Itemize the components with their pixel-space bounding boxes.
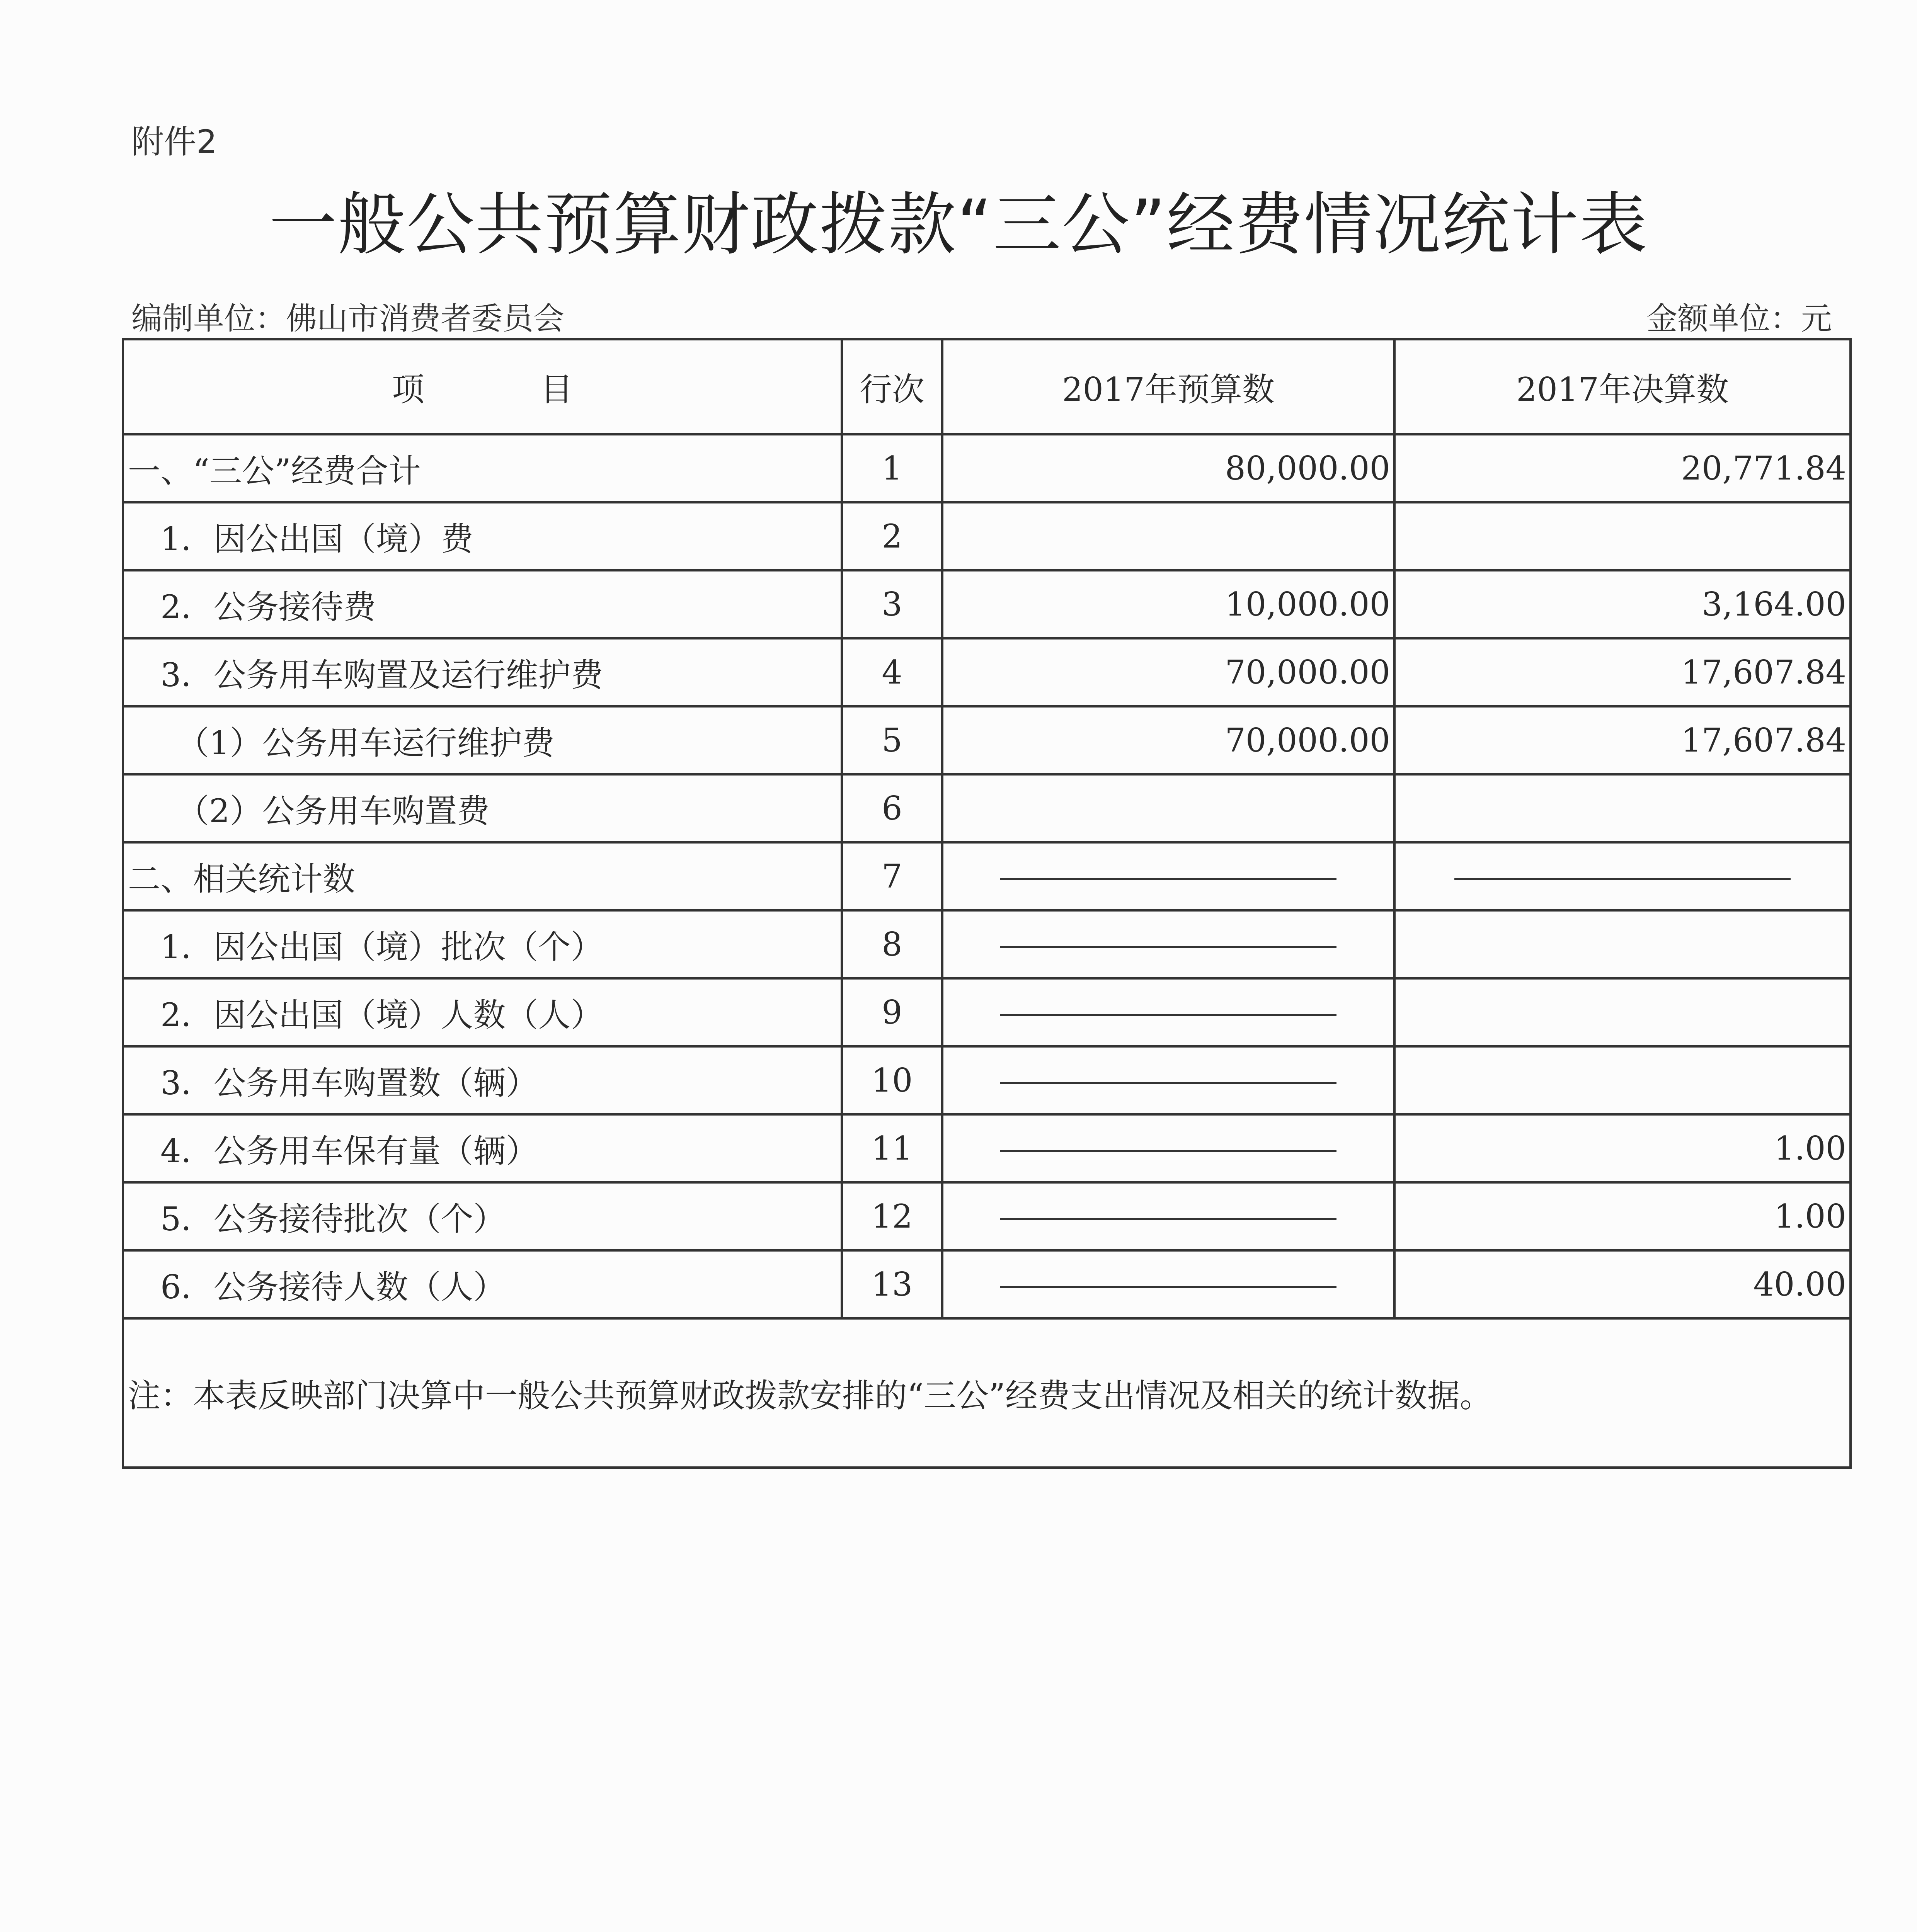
row-number: 11 xyxy=(842,1114,942,1182)
table-row xyxy=(123,502,1851,570)
table-note: 注：本表反映部门决算中一般公共预算财政拨款安排的“三公”经费支出情况及相关的统计数据。 xyxy=(123,1318,1851,1468)
compiler-label: 编制单位：佛山市消费者委员会 xyxy=(131,301,564,337)
row-item: 1．因公出国（境）批次（个） xyxy=(123,910,842,978)
row-number: 7 xyxy=(842,842,942,910)
row-budget-na xyxy=(942,978,1394,1046)
row-item: 4．公务用车保有量（辆） xyxy=(123,1114,842,1182)
header-item-a: 项 xyxy=(392,370,424,408)
row-item: （1）公务用车运行维护费 xyxy=(123,706,842,774)
row-item: 2．公务接待费 xyxy=(123,570,842,638)
table-row xyxy=(123,978,1851,1046)
row-final: 17,607.84 xyxy=(1394,706,1851,774)
row-number: 5 xyxy=(842,706,942,774)
not-applicable-line xyxy=(1000,878,1336,880)
not-applicable-line xyxy=(1000,1014,1336,1016)
row-number: 6 xyxy=(842,774,942,842)
row-final: 3,164.00 xyxy=(1394,570,1851,638)
row-final: 20,771.84 xyxy=(1394,434,1851,502)
row-final: 1.00 xyxy=(1394,1114,1851,1182)
row-number: 2 xyxy=(842,502,942,570)
row-final: 1.00 xyxy=(1394,1182,1851,1250)
row-final: 40.00 xyxy=(1394,1250,1851,1318)
expense-table xyxy=(122,338,1852,1469)
row-item: （2）公务用车购置费 xyxy=(123,774,842,842)
row-final-na xyxy=(1394,842,1851,910)
row-budget xyxy=(942,774,1394,842)
row-final xyxy=(1394,978,1851,1046)
row-final: 17,607.84 xyxy=(1394,638,1851,706)
row-budget-na xyxy=(942,842,1394,910)
row-item: 1．因公出国（境）费 xyxy=(123,502,842,570)
row-budget-na xyxy=(942,910,1394,978)
row-budget-na xyxy=(942,1046,1394,1114)
table-row xyxy=(123,842,1851,910)
row-number: 10 xyxy=(842,1046,942,1114)
table-row xyxy=(123,774,1851,842)
row-item: 2．因公出国（境）人数（人） xyxy=(123,978,842,1046)
header-item-b: 目 xyxy=(540,370,573,408)
row-final xyxy=(1394,910,1851,978)
row-item: 3．公务用车购置数（辆） xyxy=(123,1046,842,1114)
not-applicable-line xyxy=(1000,1286,1336,1288)
not-applicable-line xyxy=(1000,1218,1336,1220)
not-applicable-line xyxy=(1454,878,1791,880)
row-budget: 10,000.00 xyxy=(942,570,1394,638)
header-budget: 2017年预算数 xyxy=(942,339,1394,434)
table-row xyxy=(123,1182,1851,1250)
table-row xyxy=(123,706,1851,774)
row-number: 13 xyxy=(842,1250,942,1318)
table-row xyxy=(123,570,1851,638)
row-number: 1 xyxy=(842,434,942,502)
row-number: 4 xyxy=(842,638,942,706)
row-budget-na xyxy=(942,1250,1394,1318)
not-applicable-line xyxy=(1000,946,1336,948)
table-row xyxy=(123,1114,1851,1182)
header-final: 2017年决算数 xyxy=(1394,339,1851,434)
row-budget-na xyxy=(942,1182,1394,1250)
row-item: 二、相关统计数 xyxy=(123,842,842,910)
attachment-label: 附件2 xyxy=(131,123,217,161)
row-budget xyxy=(942,502,1394,570)
table-row xyxy=(123,1250,1851,1318)
row-number: 9 xyxy=(842,978,942,1046)
row-item: 5．公务接待批次（个） xyxy=(123,1182,842,1250)
note-row xyxy=(123,1318,1851,1468)
header-item xyxy=(123,339,842,434)
not-applicable-line xyxy=(1000,1082,1336,1084)
row-budget: 70,000.00 xyxy=(942,638,1394,706)
page-title: 一般公共预算财政拨款“三公”经费情况统计表 xyxy=(269,185,1648,264)
row-number: 8 xyxy=(842,910,942,978)
row-budget: 80,000.00 xyxy=(942,434,1394,502)
row-number: 3 xyxy=(842,570,942,638)
unit-label: 金额单位：元 xyxy=(1646,301,1832,337)
row-budget-na xyxy=(942,1114,1394,1182)
table-row xyxy=(123,1046,1851,1114)
row-final xyxy=(1394,502,1851,570)
table-row xyxy=(123,434,1851,502)
row-number: 12 xyxy=(842,1182,942,1250)
row-item: 6．公务接待人数（人） xyxy=(123,1250,842,1318)
not-applicable-line xyxy=(1000,1150,1336,1152)
row-final xyxy=(1394,1046,1851,1114)
table-header-row xyxy=(123,339,1851,434)
table-row xyxy=(123,638,1851,706)
header-row-no: 行次 xyxy=(842,339,942,434)
table-row xyxy=(123,910,1851,978)
row-budget: 70,000.00 xyxy=(942,706,1394,774)
row-item: 3．公务用车购置及运行维护费 xyxy=(123,638,842,706)
row-final xyxy=(1394,774,1851,842)
row-item: 一、“三公”经费合计 xyxy=(123,434,842,502)
